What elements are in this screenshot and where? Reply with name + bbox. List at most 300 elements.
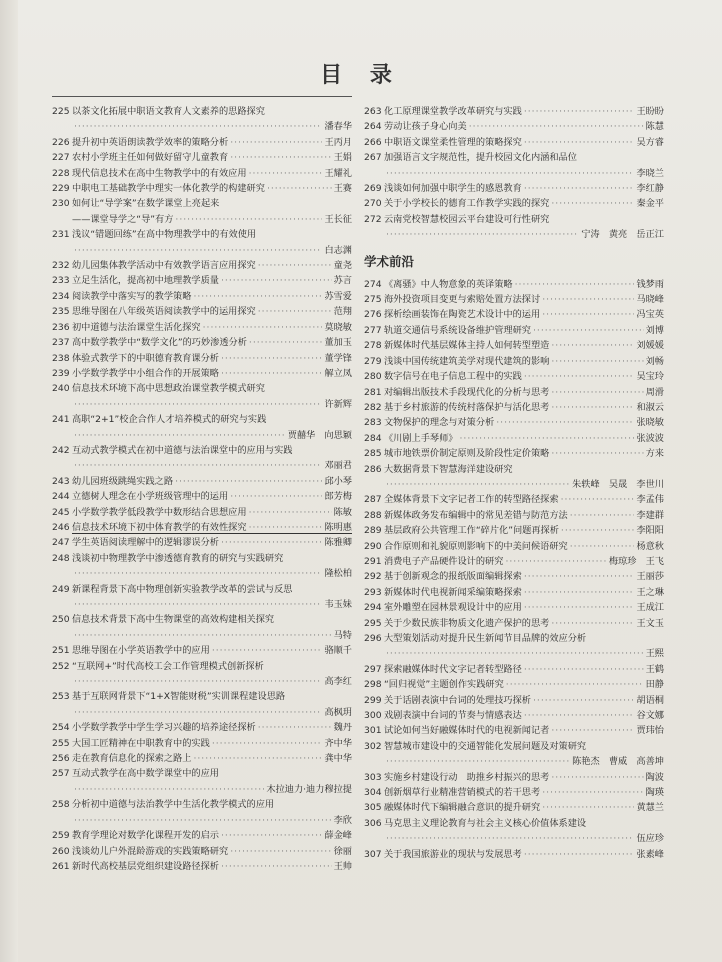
page-number: 227: [52, 152, 70, 164]
entry-author: 潘春华: [324, 121, 352, 133]
leader-dots: [524, 847, 635, 862]
leader-dots: [230, 150, 331, 165]
entry-title: 新媒体政务发布编辑中的常见差错与防范方法: [384, 509, 568, 521]
leader-dots: [533, 693, 634, 708]
entry-title: 小学数学教学中学生学习兴趣的培养途径探析: [72, 722, 256, 734]
toc-entry: [364, 307, 664, 322]
entry-title: 学生英语阅读理解中的逻辑谬误分析: [72, 537, 219, 549]
toc-entry: [52, 181, 352, 196]
entry-author: 李晓兰: [636, 167, 664, 179]
page-number: 258: [52, 799, 70, 811]
leader-dots: [524, 585, 635, 600]
entry-title: 浅谈初中物理教学中渗透德育教育的研究与实践研究: [72, 552, 284, 564]
entry-author: 宁涛 黄亮 岳正江: [581, 229, 664, 241]
entry-author: 王赛: [333, 183, 352, 195]
entry-title: 马克思主义理论教育与社会主义核心价值体系建设: [384, 817, 587, 829]
page-number: 307: [364, 848, 382, 860]
entry-author: 魏丹: [333, 722, 352, 734]
entry-author: 吴宝玲: [636, 371, 664, 383]
toc-entry: [364, 523, 664, 538]
entry-author: 白志渊: [324, 244, 352, 256]
page-number: 295: [364, 617, 382, 629]
leader-dots: [515, 277, 635, 292]
page-number: 279: [364, 355, 382, 367]
leader-dots: [551, 616, 634, 631]
toc-entry: [52, 335, 352, 350]
entry-title: 新媒体时代电视新闻采编策略探索: [384, 586, 522, 598]
entry-title: 大数据背景下智慧海洋建设研究: [384, 463, 513, 475]
toc-entry: [364, 800, 664, 815]
leader-dots: [258, 720, 332, 735]
toc-entry: [52, 582, 352, 613]
leader-dots: [230, 135, 322, 150]
leader-dots: [267, 181, 332, 196]
leader-dots: [542, 307, 634, 322]
entry-title: 立足生活化，提高初中地理教学质量: [72, 275, 219, 287]
page-number: 243: [52, 475, 70, 487]
entry-title: 云南党校智慧校园云平台建设可行性研究: [384, 213, 550, 225]
entry-title: 《离骚》中人物意象的英译策略: [384, 278, 513, 290]
entry-title: 关于我国旅游业的现状与发展思考: [384, 848, 522, 860]
leader-dots: [524, 662, 644, 677]
entry-author: 田静: [645, 679, 664, 691]
page-number: 241: [52, 414, 70, 426]
toc-entry: [52, 320, 352, 335]
toc-entry: [364, 677, 664, 692]
leader-dots: [561, 523, 635, 538]
leader-dots: [460, 431, 635, 446]
leader-dots: [551, 354, 643, 369]
leader-dots: [221, 351, 322, 366]
entry-author: 王娟: [333, 152, 352, 164]
entry-title: 试论如何当好融媒体时代的电视新闻记者: [384, 725, 550, 737]
entry-author: 吴方睿: [636, 136, 664, 148]
entry-title: 全媒体背景下文字记者工作的转型路径探索: [384, 494, 559, 506]
page-number: 276: [364, 309, 382, 321]
entry-title: 基层政府公共管理工作“碎片化”问题再探析: [384, 525, 559, 537]
entry-author: 陈慧: [645, 121, 664, 133]
toc-entry: [364, 616, 664, 631]
entry-author: 贾囍华 向思颖: [287, 429, 352, 441]
entry-author: 陈雅卿: [324, 537, 352, 549]
toc-entry: [364, 508, 664, 523]
leader-dots: [74, 782, 264, 797]
entry-title: 高中数学教学中“数学文化”的巧妙渗透分析: [72, 337, 247, 349]
entry-title: 现代信息技术在高中生物教学中的有效应用: [72, 167, 247, 179]
leader-dots: [570, 539, 635, 554]
leader-dots: [203, 320, 323, 335]
entry-title: 创新烟草行业精准营销模式的若干思考: [384, 787, 541, 799]
page-number: 266: [364, 136, 382, 148]
toc-entry: [52, 520, 352, 535]
leader-dots: [74, 397, 322, 412]
entry-title: 室外雕塑在园林景观设计中的应用: [384, 602, 522, 614]
entry-title: 信息技术背景下高中生物课堂的高效构建相关探究: [72, 614, 275, 626]
leader-dots: [175, 212, 322, 227]
entry-title: 互动式教学在高中数学课堂中的应用: [72, 768, 219, 780]
entry-author: 王丽莎: [636, 571, 664, 583]
leader-dots: [524, 181, 635, 196]
page-number: 304: [364, 787, 382, 799]
page-number: 294: [364, 602, 382, 614]
leader-dots: [551, 723, 634, 738]
entry-title: 劳动让孩子身心向美: [384, 121, 467, 133]
page-number: 261: [52, 860, 70, 872]
leader-dots: [386, 227, 579, 242]
toc-entry: [364, 569, 664, 584]
toc-entry: [52, 381, 352, 412]
entry-author: 木拉迪力·迪力穆拉提: [266, 783, 352, 795]
page-number: 292: [364, 571, 382, 583]
toc-entry: [364, 446, 664, 461]
toc-entry: [52, 135, 352, 150]
leader-dots: [230, 489, 322, 504]
page-number: 257: [52, 768, 70, 780]
entry-author: 李孟伟: [636, 494, 664, 506]
entry-author: 隆松柏: [324, 568, 352, 580]
entry-author: 龚中华: [324, 753, 352, 765]
toc-entry: [52, 443, 352, 474]
page-number: 237: [52, 337, 70, 349]
entry-author: 杨意秋: [636, 540, 664, 552]
entry-author: 王熙: [645, 648, 664, 660]
toc-entry: [364, 292, 664, 307]
toc-entry: [364, 708, 664, 723]
page-number: 275: [364, 294, 382, 306]
entry-title: 数字信号在电子信息工程中的实践: [384, 371, 522, 383]
leader-dots: [386, 754, 570, 769]
leader-dots: [221, 828, 322, 843]
page-number: 228: [52, 167, 70, 179]
entry-author: 董学锋: [324, 352, 352, 364]
page-number: 252: [52, 660, 70, 672]
leader-dots: [74, 243, 322, 258]
page-number: 236: [52, 321, 70, 333]
toc-entry: [52, 689, 352, 720]
leader-dots: [221, 273, 332, 288]
toc-entry: [364, 631, 664, 662]
toc-entry: [52, 289, 352, 304]
entry-title: 初中道德与法治课堂生活化探究: [72, 321, 201, 333]
page-number: 301: [364, 725, 382, 737]
toc-entry: [52, 412, 352, 443]
entry-title: “互联网+”时代高校工会工作管理模式创新探析: [72, 660, 264, 672]
leader-dots: [230, 844, 331, 859]
entry-author: 苏言: [333, 275, 352, 287]
page-number: 226: [52, 136, 70, 148]
toc-entry: [364, 554, 664, 569]
leader-dots: [74, 705, 322, 720]
page-number: 297: [364, 663, 382, 675]
page-number: 288: [364, 509, 382, 521]
entry-author: 徐丽: [333, 845, 352, 857]
entry-title: 高职“2+1”校企合作人才培养模式的研究与实践: [72, 414, 267, 426]
entry-author: 冯宝英: [636, 309, 664, 321]
page-number: 291: [364, 555, 382, 567]
entry-author: 王耀礼: [324, 167, 352, 179]
leader-dots: [496, 415, 634, 430]
toc-entry: [52, 166, 352, 181]
entry-author: 薛金峰: [324, 830, 352, 842]
entry-title: 互动式教学模式在初中道德与法治课堂中的应用与实践: [72, 444, 293, 456]
page-number: 263: [364, 106, 382, 117]
toc-entry: [52, 797, 352, 828]
page-number: 238: [52, 352, 70, 364]
leader-dots: [193, 751, 322, 766]
entry-author: 王长征: [324, 213, 352, 225]
entry-title: 信息技术环境下初中体育教学的有效性探究: [72, 521, 247, 533]
leader-dots: [386, 477, 570, 492]
page-number: 235: [52, 306, 70, 318]
leader-dots: [524, 569, 635, 584]
entry-author: 马晓峰: [636, 294, 664, 306]
toc-entry: [52, 104, 352, 135]
page-number: 254: [52, 722, 70, 734]
toc-entry: [364, 119, 664, 134]
entry-title: 阅读教学中落实写的教学策略: [72, 290, 192, 302]
leader-dots: [221, 535, 322, 550]
toc-column-left: [52, 104, 352, 874]
entry-author: 陈敏: [333, 506, 352, 518]
page-number: 283: [364, 417, 382, 429]
leader-dots: [221, 859, 332, 874]
leader-dots: [524, 369, 635, 384]
leader-dots: [249, 335, 323, 350]
entry-title: 探索融媒体时代文字记者转型路径: [384, 663, 522, 675]
entry-title: 融媒体时代下编辑融合意识的提升研究: [384, 802, 541, 814]
page-number: 270: [364, 198, 382, 210]
leader-dots: [524, 708, 635, 723]
page-number: 282: [364, 401, 382, 413]
toc-entry: [364, 723, 664, 738]
leader-dots: [74, 428, 286, 443]
toc-entry: [364, 354, 664, 369]
entry-title: 新课程背景下高中物理创新实验教学改革的尝试与反思: [72, 583, 293, 595]
leader-dots: [212, 643, 323, 658]
entry-title: 思维导图在小学英语教学中的应用: [72, 645, 210, 657]
toc-entry: [364, 415, 664, 430]
toc-entry: [52, 351, 352, 366]
section-heading: 学术前沿: [364, 253, 415, 269]
entry-title: 加强语言文字规范性，提升校园文化内涵和品位: [384, 152, 577, 164]
leader-dots: [386, 646, 644, 661]
toc-entry: [364, 431, 664, 446]
page-number: 244: [52, 491, 70, 503]
toc-entry: [52, 196, 352, 227]
page-number: 306: [364, 817, 382, 829]
toc-entry: [52, 859, 352, 874]
entry-author: 陶波: [645, 771, 664, 783]
entry-title: 提升初中英语朗读教学效率的策略分析: [72, 136, 229, 148]
entry-title: “回归视觉”主题创作实践研究: [384, 679, 504, 691]
leader-dots: [542, 292, 634, 307]
entry-title: 文物保护的理念与对策分析: [384, 417, 495, 429]
entry-author: 谷文娜: [636, 710, 664, 722]
entry-title: 智慧城市建设中的交通智能化发展问题及对策研究: [384, 740, 587, 752]
leader-dots: [249, 505, 332, 520]
toc-entry: [364, 135, 664, 150]
toc-entry: [364, 785, 664, 800]
leader-dots: [561, 492, 635, 507]
entry-title: 教育学理论对数学化课程开发的启示: [72, 830, 219, 842]
page-number: 290: [364, 540, 382, 552]
page-number: 253: [52, 691, 70, 703]
entry-author: 黄慧兰: [636, 802, 664, 814]
page-number: 284: [364, 432, 382, 444]
entry-author: 秦金平: [636, 198, 664, 210]
entry-author: 王成江: [636, 602, 664, 614]
entry-title: 幼儿园班级跳绳实践之路: [72, 475, 174, 487]
page-number: 233: [52, 275, 70, 287]
page-number: 264: [364, 121, 382, 133]
toc-group-academic: [364, 277, 664, 862]
entry-title: 小学数学教学低段教学中数形结合思想应用: [72, 506, 247, 518]
entry-title: 浅议“错题回练”在高中物理教学中的有效使用: [72, 229, 257, 241]
leader-dots: [542, 800, 634, 815]
entry-title: 基于乡村旅游的传统村落保护与活化思考: [384, 401, 550, 413]
entry-title: 走在教育信息化的探索之路上: [72, 753, 192, 765]
leader-dots: [74, 597, 322, 612]
entry-title: 思维导图在八年级英语阅读教学中的运用探究: [72, 306, 256, 318]
leader-dots: [74, 674, 322, 689]
entry-author: 陈艳杰 曹威 高善坤: [572, 756, 664, 768]
toc-entry: [364, 492, 664, 507]
leader-dots: [386, 166, 634, 181]
toc-entry: [364, 369, 664, 384]
entry-title: 消费电子产品硬件设计的研究: [384, 555, 504, 567]
toc-entry: [364, 739, 664, 770]
page-number: 289: [364, 525, 382, 537]
toc-entry: [364, 693, 664, 708]
toc-entry: [364, 600, 664, 615]
entry-title: 化工原理课堂教学改革研究与实践: [384, 106, 522, 117]
toc-entry: [52, 489, 352, 504]
toc-entry: [52, 659, 352, 690]
page-number: 296: [364, 633, 382, 644]
page-number: 278: [364, 340, 382, 352]
entry-title: 中职语文课堂柔性管理的策略探究: [384, 136, 522, 148]
leader-dots: [74, 458, 322, 473]
page-number: 274: [364, 278, 382, 290]
leader-dots: [221, 366, 322, 381]
leader-dots: [74, 119, 322, 134]
page-number: 298: [364, 679, 382, 691]
entry-author: 张波波: [636, 432, 664, 444]
leader-dots: [524, 600, 635, 615]
toc-entry: [364, 323, 664, 338]
toc-entry: [52, 643, 352, 658]
entry-author: 齐中华: [324, 737, 352, 749]
entry-author: 王帅: [333, 860, 352, 872]
book-binding: [0, 0, 18, 962]
entry-author: 张素峰: [636, 848, 664, 860]
toc-entry: [364, 847, 664, 862]
entry-title: 探析绘画装饰在陶瓷艺术设计中的运用: [384, 309, 541, 321]
entry-author: 李建群: [636, 509, 664, 521]
entry-title: 农村小学班主任如何做好留守儿童教育: [72, 152, 229, 164]
leader-dots: [506, 677, 644, 692]
leader-dots: [469, 119, 644, 134]
entry-author: 梅琼珍 王飞: [608, 555, 664, 567]
page-number: 225: [52, 106, 70, 117]
toc-entry: [52, 227, 352, 258]
entry-title: 城市地铁票价制定原则及阶段性定价策略: [384, 448, 550, 460]
page-number: 234: [52, 290, 70, 302]
toc-entry: [52, 844, 352, 859]
entry-author: 陶瑛: [645, 787, 664, 799]
toc-entry: [364, 770, 664, 785]
page-number: 256: [52, 753, 70, 765]
entry-author: 刘媛媛: [636, 340, 664, 352]
page-number: 232: [52, 260, 70, 272]
toc-entry: [52, 766, 352, 797]
entry-author: 高枫玥: [324, 706, 352, 718]
entry-author: 陈明惠: [324, 521, 352, 533]
leader-dots: [524, 104, 635, 119]
entry-title: 体验式教学下的中职德育教育课分析: [72, 352, 219, 364]
page-number: 247: [52, 537, 70, 549]
leader-dots: [551, 770, 643, 785]
entry-title: 如何让“导学案”在数学课堂上亮起来: [72, 198, 220, 210]
toc-entry: [364, 150, 664, 181]
entry-author: 高李红: [324, 676, 352, 688]
entry-author: 王盼盼: [636, 106, 664, 117]
toc-entry: [364, 585, 664, 600]
toc-group-general: [364, 104, 664, 243]
entry-title: 《川剧上手琴师》: [384, 432, 458, 444]
entry-author: 李阳阳: [636, 525, 664, 537]
entry-title: 浅谈中国传统建筑美学对现代建筑的影响: [384, 355, 550, 367]
toc-entry: [52, 366, 352, 381]
entry-author: 王丙月: [324, 136, 352, 148]
entry-title: 小学数学教学中小组合作的开展策略: [72, 367, 219, 379]
leader-dots: [212, 736, 323, 751]
toc-entry: [52, 474, 352, 489]
page-number: 231: [52, 229, 70, 241]
entry-author: 伍应珍: [636, 833, 664, 845]
leader-dots: [74, 566, 322, 581]
leader-dots: [551, 446, 643, 461]
toc-entry: [52, 720, 352, 735]
page-number: 245: [52, 506, 70, 518]
entry-author: 贾玮怡: [636, 725, 664, 737]
leader-dots: [551, 385, 643, 400]
entry-author: 方来: [645, 448, 664, 460]
toc-entry: [52, 551, 352, 582]
page-number: 285: [364, 448, 382, 460]
entry-title: 合作原则和礼貌原则影响下的中美问候语研究: [384, 540, 568, 552]
page-title: 目 录: [320, 63, 402, 88]
toc-entry: [364, 662, 664, 677]
leader-dots: [175, 474, 322, 489]
page-number: 299: [364, 694, 382, 706]
page-number: 229: [52, 183, 70, 195]
leader-dots: [542, 785, 643, 800]
leader-dots: [386, 831, 634, 846]
toc-entry: [364, 816, 664, 847]
page-number: 300: [364, 710, 382, 722]
leader-dots: [74, 813, 332, 828]
leader-dots: [524, 135, 635, 150]
entry-title: 新媒体时代基层媒体主持人如何转型塑造: [384, 340, 550, 352]
entry-title: 信息技术环境下高中思想政治课堂教学模式研究: [72, 383, 265, 395]
page-number: 248: [52, 552, 70, 564]
toc-entry: [52, 505, 352, 520]
page-number: 277: [364, 324, 382, 336]
entry-author: 韦玉妹: [324, 599, 352, 610]
toc-entry: [364, 385, 664, 400]
page-number: 260: [52, 845, 70, 857]
